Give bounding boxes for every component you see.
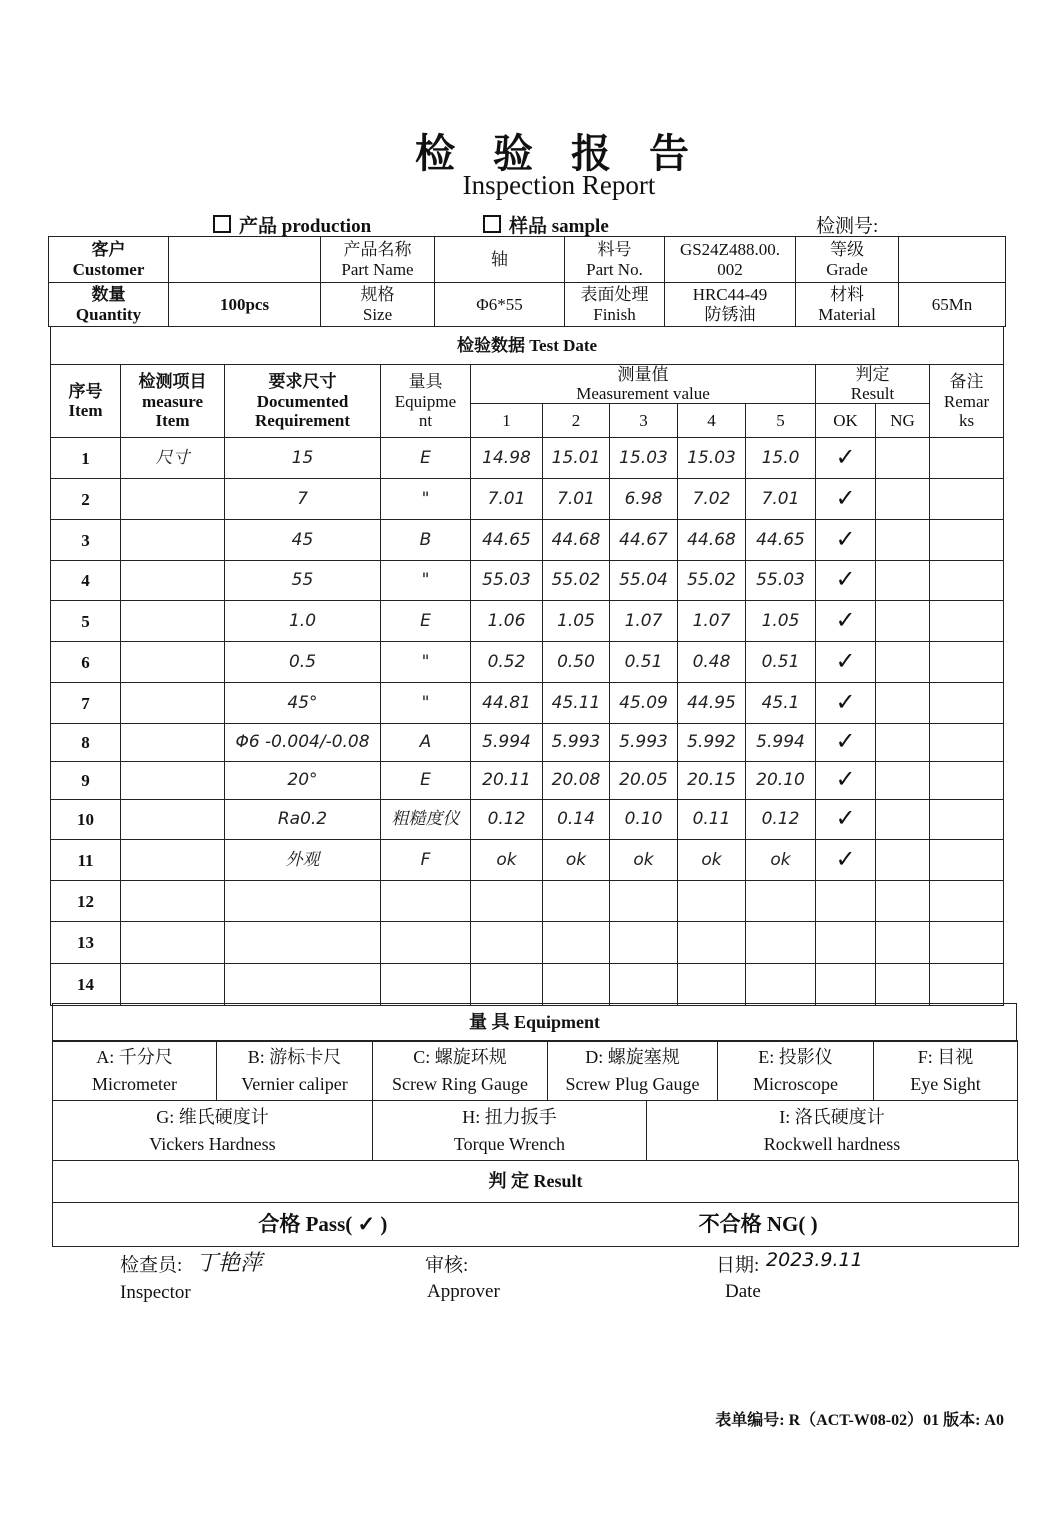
row-measurement-2: 1.05: [543, 601, 610, 642]
row-measurement-1: 0.12: [471, 800, 543, 840]
table-row: [51, 642, 1004, 683]
col-measure-item: 检测项目 measure Item: [121, 365, 225, 438]
title-english: Inspection Report: [462, 170, 656, 200]
part-name-label: 产品名称 Part Name: [321, 237, 435, 283]
row-ok-mark: [816, 964, 876, 1006]
form-number: 表单编号: R（ACT-W08-02）01 版本: A0: [715, 1412, 1004, 1429]
row-ng-mark: [876, 964, 930, 1006]
result-header: 判 定 Result: [53, 1161, 1019, 1203]
equipment-en: Screw Ring Gauge: [392, 1073, 528, 1094]
row-equipment: B: [381, 520, 471, 561]
equipment-cell: [548, 1041, 718, 1101]
row-measurement-4: 44.95: [678, 683, 746, 724]
table-row: [51, 438, 1004, 479]
row-measurement-1: 20.11: [471, 762, 543, 800]
row-ok-mark: ✓: [816, 724, 876, 762]
row-equipment: E: [381, 601, 471, 642]
inspector-label: 检查员:: [120, 1255, 183, 1276]
row-requirement: 20°: [225, 762, 381, 800]
row-measurement-2: 55.02: [543, 561, 610, 601]
col-sample-2: 2: [543, 404, 610, 438]
equipment-cn: H: 扭力扳手: [462, 1107, 557, 1128]
row-remarks: [930, 438, 1004, 479]
row-ok-mark: ✓: [816, 762, 876, 800]
table-row: [51, 724, 1004, 762]
row-remarks: [930, 601, 1004, 642]
row-measure-item: [121, 601, 225, 642]
col-measurement: 测量值 Measurement value: [471, 365, 816, 404]
row-ng-mark: [876, 724, 930, 762]
inspector-en: Inspector: [120, 1282, 191, 1303]
info-table: [48, 236, 1006, 327]
row-number: 8: [51, 724, 121, 762]
row-measurement-2: [543, 922, 610, 964]
row-ng-mark: [876, 438, 930, 479]
row-measurement-2: 15.01: [543, 438, 610, 479]
size-label: 规格 Size: [321, 283, 435, 327]
row-measurement-2: 44.68: [543, 520, 610, 561]
report-no-label: 检测号:: [816, 216, 879, 237]
equipment-cn: D: 螺旋塞规: [585, 1047, 680, 1068]
approver-en: Approver: [427, 1281, 500, 1302]
row-equipment: [381, 922, 471, 964]
row-measurement-4: [678, 964, 746, 1006]
row-measurement-5: 0.51: [746, 642, 816, 683]
row-equipment: ": [381, 683, 471, 724]
row-measurement-3: 1.07: [610, 601, 678, 642]
row-measurement-4: 20.15: [678, 762, 746, 800]
equipment-en: Microscope: [753, 1073, 838, 1094]
production-option[interactable]: 产品 production: [213, 211, 371, 238]
table-row: [51, 561, 1004, 601]
col-result: 判定 Result: [816, 365, 930, 404]
finish-label: 表面处理 Finish: [565, 283, 665, 327]
equipment-cell: [874, 1041, 1018, 1101]
row-equipment: [381, 964, 471, 1006]
row-measurement-3: [610, 922, 678, 964]
row-requirement: 外观: [225, 840, 381, 881]
row-measure-item: [121, 922, 225, 964]
size-value: Φ6*55: [435, 283, 565, 327]
equipment-cn: B: 游标卡尺: [247, 1047, 342, 1068]
customer-label: 客户 Customer: [49, 237, 169, 283]
row-ng-mark: [876, 683, 930, 724]
row-number: 12: [51, 881, 121, 922]
row-measurement-1: 1.06: [471, 601, 543, 642]
row-ng-mark: [876, 601, 930, 642]
row-number: 1: [51, 438, 121, 479]
row-measurement-1: ok: [471, 840, 543, 881]
col-ok: OK: [816, 404, 876, 438]
equipment-cell: [217, 1041, 373, 1101]
row-measurement-3: 45.09: [610, 683, 678, 724]
row-measurement-1: [471, 881, 543, 922]
row-ng-mark: [876, 922, 930, 964]
row-measurement-4: [678, 881, 746, 922]
part-no-label: 料号 Part No.: [565, 237, 665, 283]
row-measurement-5: [746, 964, 816, 1006]
equipment-en: Screw Plug Gauge: [565, 1073, 700, 1094]
pass-text: 合格 Pass( ✓ ): [258, 1211, 388, 1236]
row-ok-mark: ✓: [816, 642, 876, 683]
row-measurement-3: 55.04: [610, 561, 678, 601]
row-measure-item: [121, 840, 225, 881]
table-row: [51, 840, 1004, 881]
quantity-value: 100pcs: [169, 283, 321, 327]
row-requirement: Ra0.2: [225, 800, 381, 840]
equipment-cell: [53, 1101, 373, 1161]
date-en: Date: [725, 1281, 761, 1302]
material-value: 65Mn: [899, 283, 1006, 327]
row-remarks: [930, 922, 1004, 964]
row-measurement-5: 45.1: [746, 683, 816, 724]
col-sample-5: 5: [746, 404, 816, 438]
equipment-header: 量 具 Equipment: [53, 1004, 1017, 1042]
row-requirement: [225, 881, 381, 922]
row-measurement-2: 20.08: [543, 762, 610, 800]
row-ok-mark: ✓: [816, 683, 876, 724]
table-row: [51, 601, 1004, 642]
row-measurement-4: 44.68: [678, 520, 746, 561]
row-number: 9: [51, 762, 121, 800]
row-measurement-3: 0.51: [610, 642, 678, 683]
row-number: 4: [51, 561, 121, 601]
equipment-en: Torque Wrench: [453, 1133, 566, 1154]
equipment-row-2: [52, 1100, 1018, 1161]
row-number: 10: [51, 800, 121, 840]
row-ng-mark: [876, 642, 930, 683]
col-remarks: 备注 Remar ks: [930, 365, 1004, 438]
row-ok-mark: ✓: [816, 840, 876, 881]
row-measurement-2: 5.993: [543, 724, 610, 762]
table-row: [51, 800, 1004, 840]
row-measurement-2: 7.01: [543, 479, 610, 520]
test-data-header: 检验数据 Test Date: [51, 327, 1004, 365]
row-requirement: 0.5: [225, 642, 381, 683]
row-measurement-1: [471, 922, 543, 964]
equipment-cn: G: 维氏硬度计: [156, 1107, 269, 1128]
row-equipment: ": [381, 561, 471, 601]
row-measurement-2: [543, 881, 610, 922]
row-requirement: 7: [225, 479, 381, 520]
row-ok-mark: ✓: [816, 800, 876, 840]
row-measurement-5: 7.01: [746, 479, 816, 520]
row-remarks: [930, 724, 1004, 762]
row-ng-mark: [876, 762, 930, 800]
row-measure-item: [121, 561, 225, 601]
row-requirement: 1.0: [225, 601, 381, 642]
row-measurement-4: 0.48: [678, 642, 746, 683]
row-ng-mark: [876, 840, 930, 881]
row-measurement-1: 5.994: [471, 724, 543, 762]
row-ok-mark: ✓: [816, 561, 876, 601]
row-measurement-3: 6.98: [610, 479, 678, 520]
row-measurement-1: 44.81: [471, 683, 543, 724]
row-ok-mark: ✓: [816, 520, 876, 561]
col-sample-3: 3: [610, 404, 678, 438]
inspector-signature: 丁艳萍: [196, 1251, 263, 1276]
row-number: 14: [51, 964, 121, 1006]
row-measurement-4: 7.02: [678, 479, 746, 520]
finish-value: HRC44-49 防锈油: [665, 283, 796, 327]
row-ok-mark: [816, 922, 876, 964]
quantity-label: 数量 Quantity: [49, 283, 169, 327]
date-value: 2023.9.11: [766, 1249, 863, 1271]
test-data-table: [50, 326, 1004, 1006]
table-row: [51, 683, 1004, 724]
row-remarks: [930, 683, 1004, 724]
row-number: 13: [51, 922, 121, 964]
row-measure-item: [121, 520, 225, 561]
row-remarks: [930, 561, 1004, 601]
row-measurement-2: 0.50: [543, 642, 610, 683]
row-requirement: 55: [225, 561, 381, 601]
row-measurement-1: 55.03: [471, 561, 543, 601]
equipment-cn: I: 洛氏硬度计: [779, 1107, 885, 1128]
row-number: 6: [51, 642, 121, 683]
row-measurement-4: 15.03: [678, 438, 746, 479]
table-row: [51, 922, 1004, 964]
row-measurement-3: 44.67: [610, 520, 678, 561]
equipment-cell: [373, 1041, 548, 1101]
row-equipment: A: [381, 724, 471, 762]
row-measurement-1: 44.65: [471, 520, 543, 561]
col-ng: NG: [876, 404, 930, 438]
row-equipment: [381, 881, 471, 922]
row-measurement-4: 5.992: [678, 724, 746, 762]
row-ok-mark: ✓: [816, 601, 876, 642]
approver-label: 审核:: [425, 1255, 469, 1276]
row-requirement: [225, 922, 381, 964]
row-remarks: [930, 520, 1004, 561]
row-ng-mark: [876, 479, 930, 520]
equipment-en: Vernier caliper: [241, 1073, 348, 1094]
row-measurement-1: 14.98: [471, 438, 543, 479]
grade-value: [899, 237, 1006, 283]
row-equipment: E: [381, 762, 471, 800]
col-requirement: 要求尺寸 Documented Requirement: [225, 365, 381, 438]
title-chinese: 检 验 报 告: [415, 131, 703, 176]
row-measurement-3: 15.03: [610, 438, 678, 479]
row-measure-item: [121, 800, 225, 840]
row-ok-mark: ✓: [816, 479, 876, 520]
equipment-cell: [718, 1041, 874, 1101]
row-measure-item: [121, 683, 225, 724]
col-sample-4: 4: [678, 404, 746, 438]
equipment-row-1: [52, 1040, 1018, 1101]
row-equipment: ": [381, 479, 471, 520]
row-measurement-5: 15.0: [746, 438, 816, 479]
row-ok-mark: [816, 881, 876, 922]
row-remarks: [930, 964, 1004, 1006]
row-requirement: [225, 964, 381, 1006]
row-measurement-2: 45.11: [543, 683, 610, 724]
col-equipment: 量具 Equipme nt: [381, 365, 471, 438]
checkbox-icon[interactable]: [483, 215, 501, 233]
row-measurement-3: [610, 964, 678, 1006]
row-number: 5: [51, 601, 121, 642]
equipment-cell: [647, 1101, 1018, 1161]
row-measurement-5: [746, 922, 816, 964]
row-measurement-2: [543, 964, 610, 1006]
row-measurement-3: ok: [610, 840, 678, 881]
equipment-en: Micrometer: [92, 1073, 177, 1094]
row-measurement-4: ok: [678, 840, 746, 881]
ng-text: 不合格 NG( ): [698, 1211, 818, 1236]
row-measure-item: [121, 642, 225, 683]
material-label: 材料 Material: [796, 283, 899, 327]
row-measurement-3: 0.10: [610, 800, 678, 840]
row-measure-item: [121, 724, 225, 762]
row-remarks: [930, 479, 1004, 520]
row-measurement-4: [678, 922, 746, 964]
row-measurement-4: 1.07: [678, 601, 746, 642]
row-measure-item: [121, 964, 225, 1006]
row-number: 7: [51, 683, 121, 724]
equipment-cell: [53, 1041, 217, 1101]
sample-option[interactable]: 样品 sample: [483, 211, 609, 238]
table-row: [51, 520, 1004, 561]
row-measurement-3: [610, 881, 678, 922]
row-remarks: [930, 881, 1004, 922]
table-row: [51, 762, 1004, 800]
row-measurement-4: 55.02: [678, 561, 746, 601]
row-measurement-5: 5.994: [746, 724, 816, 762]
row-measurement-5: ok: [746, 840, 816, 881]
row-ok-mark: ✓: [816, 438, 876, 479]
row-measurement-3: 20.05: [610, 762, 678, 800]
row-requirement: Φ6 -0.004/-0.08: [225, 724, 381, 762]
row-measurement-5: 55.03: [746, 561, 816, 601]
part-name-value: 轴: [435, 237, 565, 283]
row-requirement: 15: [225, 438, 381, 479]
row-ng-mark: [876, 561, 930, 601]
col-sample-1: 1: [471, 404, 543, 438]
row-ng-mark: [876, 800, 930, 840]
equipment-cn: A: 千分尺: [96, 1047, 173, 1068]
row-number: 2: [51, 479, 121, 520]
equipment-en: Rockwell hardness: [763, 1133, 901, 1154]
checkbox-icon[interactable]: [213, 215, 231, 233]
table-row: [51, 479, 1004, 520]
row-remarks: [930, 840, 1004, 881]
table-row: [51, 964, 1004, 1006]
customer-value: [169, 237, 321, 283]
row-measurement-3: 5.993: [610, 724, 678, 762]
row-measurement-2: 0.14: [543, 800, 610, 840]
row-measurement-4: 0.11: [678, 800, 746, 840]
col-item: 序号 Item: [51, 365, 121, 438]
row-measurement-1: 0.52: [471, 642, 543, 683]
equipment-table: [52, 1003, 1017, 1042]
equipment-en: Eye Sight: [910, 1073, 981, 1094]
row-equipment: F: [381, 840, 471, 881]
row-equipment: E: [381, 438, 471, 479]
equipment-cn: C: 螺旋环规: [413, 1047, 507, 1068]
row-remarks: [930, 762, 1004, 800]
row-equipment: ": [381, 642, 471, 683]
row-ng-mark: [876, 520, 930, 561]
result-table: [52, 1160, 1019, 1247]
result-values: [53, 1203, 1019, 1247]
date-label: 日期:: [716, 1255, 760, 1276]
row-remarks: [930, 800, 1004, 840]
row-measurement-5: [746, 881, 816, 922]
row-number: 11: [51, 840, 121, 881]
row-measurement-5: 44.65: [746, 520, 816, 561]
row-ng-mark: [876, 881, 930, 922]
equipment-cn: E: 投影仪: [758, 1047, 833, 1068]
row-measurement-5: 20.10: [746, 762, 816, 800]
row-measure-item: 尺寸: [121, 438, 225, 479]
part-no-value: GS24Z488.00. 002: [665, 237, 796, 283]
row-requirement: 45: [225, 520, 381, 561]
row-number: 3: [51, 520, 121, 561]
row-measurement-5: 1.05: [746, 601, 816, 642]
row-measurement-1: [471, 964, 543, 1006]
equipment-cell: [373, 1101, 647, 1161]
grade-label: 等级 Grade: [796, 237, 899, 283]
row-measurement-2: ok: [543, 840, 610, 881]
row-measure-item: [121, 479, 225, 520]
row-measurement-1: 7.01: [471, 479, 543, 520]
row-measure-item: [121, 762, 225, 800]
equipment-en: Vickers Hardness: [149, 1133, 276, 1154]
row-equipment: 粗糙度仪: [381, 800, 471, 840]
table-row: [51, 881, 1004, 922]
equipment-cn: F: 目视: [917, 1047, 974, 1068]
row-requirement: 45°: [225, 683, 381, 724]
row-measure-item: [121, 881, 225, 922]
row-measurement-5: 0.12: [746, 800, 816, 840]
row-remarks: [930, 642, 1004, 683]
